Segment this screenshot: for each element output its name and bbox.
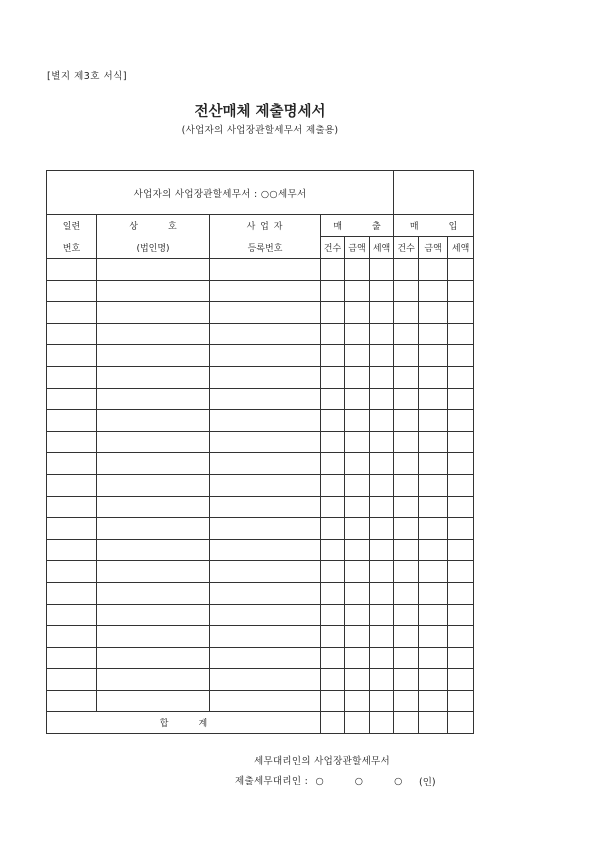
sales-count-header (321, 237, 345, 259)
total-sales-amount[interactable] (345, 712, 370, 734)
cell-purchase-tax[interactable] (448, 410, 474, 432)
cell-sales-tax[interactable] (370, 388, 394, 410)
cell-serial[interactable] (47, 280, 97, 302)
cell-reg-number[interactable] (210, 280, 321, 302)
cell-reg-number[interactable] (210, 626, 321, 648)
cell-serial[interactable] (47, 626, 97, 648)
cell-serial[interactable] (47, 561, 97, 583)
cell-sales-amount[interactable] (345, 323, 370, 345)
cell-sales-count[interactable] (321, 259, 345, 281)
cell-purchase-amount[interactable] (419, 323, 448, 345)
cell-business-name[interactable] (97, 453, 210, 475)
cell-sales-amount[interactable] (345, 410, 370, 432)
cell-reg-number[interactable] (210, 518, 321, 540)
cell-purchase-amount[interactable] (419, 518, 448, 540)
cell-purchase-count[interactable] (394, 496, 419, 518)
header-reg-bottom: 등록번호 (247, 243, 283, 254)
cell-serial[interactable] (47, 410, 97, 432)
cell-serial[interactable] (47, 496, 97, 518)
cell-sales-tax[interactable] (370, 431, 394, 453)
table-row (47, 259, 474, 281)
header-purchase (394, 215, 474, 237)
sales-amount-label: 금액 (348, 244, 366, 254)
cell-purchase-tax[interactable] (448, 518, 474, 540)
table-row (47, 323, 474, 345)
cell-business-name[interactable] (97, 561, 210, 583)
cell-purchase-count[interactable] (394, 280, 419, 302)
cell-reg-number[interactable] (210, 474, 321, 496)
form-number-label: [별지 제3호 서식] (47, 71, 128, 82)
cell-sales-tax[interactable] (370, 259, 394, 281)
cell-purchase-count[interactable] (394, 518, 419, 540)
cell-sales-tax[interactable] (370, 453, 394, 475)
table-row (47, 561, 474, 583)
cell-serial[interactable] (47, 474, 97, 496)
cell-sales-amount[interactable] (345, 280, 370, 302)
table-row (47, 345, 474, 367)
total-purchase-tax[interactable] (448, 712, 474, 734)
cell-purchase-count[interactable] (394, 366, 419, 388)
cell-business-name[interactable] (97, 431, 210, 453)
cell-purchase-count[interactable] (394, 259, 419, 281)
cell-sales-tax[interactable] (370, 496, 394, 518)
cell-reg-number[interactable] (210, 647, 321, 669)
table-row (47, 496, 474, 518)
cell-sales-amount[interactable] (345, 388, 370, 410)
cell-sales-count[interactable] (321, 474, 345, 496)
table-row (47, 582, 474, 604)
cell-sales-tax[interactable] (370, 604, 394, 626)
cell-sales-amount[interactable] (345, 259, 370, 281)
cell-purchase-count[interactable] (394, 690, 419, 712)
cell-purchase-amount[interactable] (419, 259, 448, 281)
cell-sales-amount[interactable] (345, 582, 370, 604)
table-row (47, 539, 474, 561)
cell-purchase-tax[interactable] (448, 626, 474, 648)
cell-business-name[interactable] (97, 496, 210, 518)
purchase-tax-header (448, 237, 474, 259)
cell-business-name[interactable] (97, 582, 210, 604)
cell-serial[interactable] (47, 259, 97, 281)
cell-purchase-tax[interactable] (448, 388, 474, 410)
cell-sales-amount[interactable] (345, 431, 370, 453)
cell-purchase-count[interactable] (394, 388, 419, 410)
table-row (47, 690, 474, 712)
office-blank-cell[interactable] (394, 171, 474, 215)
cell-purchase-count[interactable] (394, 582, 419, 604)
header-serial (47, 215, 97, 237)
table-row (47, 518, 474, 540)
cell-purchase-count[interactable] (394, 647, 419, 669)
table-row (47, 302, 474, 324)
total-sales-count[interactable] (321, 712, 345, 734)
cell-purchase-count[interactable] (394, 431, 419, 453)
header-sales (321, 215, 394, 237)
header-reg-top: 사 업 자 (246, 222, 284, 233)
cell-purchase-count[interactable] (394, 345, 419, 367)
sales-tax-label: 세액 (372, 244, 391, 254)
cell-sales-amount[interactable] (345, 474, 370, 496)
header-reg (210, 215, 321, 237)
cell-reg-number[interactable] (210, 366, 321, 388)
cell-purchase-tax[interactable] (448, 302, 474, 324)
cell-purchase-tax[interactable] (448, 431, 474, 453)
cell-sales-tax[interactable] (370, 518, 394, 540)
cell-serial[interactable] (47, 366, 97, 388)
cell-purchase-count[interactable] (394, 323, 419, 345)
cell-business-name[interactable] (97, 518, 210, 540)
submission-table (46, 170, 474, 734)
cell-reg-number[interactable] (210, 453, 321, 475)
cell-purchase-count[interactable] (394, 453, 419, 475)
cell-serial[interactable] (47, 453, 97, 475)
cell-business-name[interactable] (97, 345, 210, 367)
cell-business-name[interactable] (97, 410, 210, 432)
cell-purchase-amount[interactable] (419, 669, 448, 691)
cell-purchase-tax[interactable] (448, 474, 474, 496)
cell-sales-tax[interactable] (370, 410, 394, 432)
sales-amount-header (345, 237, 370, 259)
cell-purchase-count[interactable] (394, 561, 419, 583)
purchase-count-label: 건수 (397, 244, 415, 254)
cell-sales-count[interactable] (321, 345, 345, 367)
cell-serial[interactable] (47, 518, 97, 540)
cell-reg-number[interactable] (210, 561, 321, 583)
cell-purchase-amount[interactable] (419, 561, 448, 583)
purchase-amount-label: 금액 (424, 244, 442, 254)
cell-purchase-tax[interactable] (448, 539, 474, 561)
cell-purchase-amount[interactable] (419, 388, 448, 410)
cell-sales-count[interactable] (321, 690, 345, 712)
cell-sales-count[interactable] (321, 453, 345, 475)
header-sales-b: 출 (372, 222, 381, 232)
table-row (47, 626, 474, 648)
cell-sales-tax[interactable] (370, 539, 394, 561)
cell-serial[interactable] (47, 690, 97, 712)
cell-sales-tax[interactable] (370, 280, 394, 302)
purchase-count-header (394, 237, 419, 259)
cell-sales-count[interactable] (321, 431, 345, 453)
cell-sales-amount[interactable] (345, 302, 370, 324)
cell-sales-count[interactable] (321, 626, 345, 648)
cell-purchase-count[interactable] (394, 626, 419, 648)
total-label-a: 합 (159, 719, 169, 730)
header-reg-2 (210, 237, 321, 259)
cell-purchase-amount[interactable] (419, 647, 448, 669)
seal-label: (인) (419, 777, 436, 788)
cell-sales-tax[interactable] (370, 669, 394, 691)
cell-purchase-tax[interactable] (448, 345, 474, 367)
cell-sales-amount[interactable] (345, 496, 370, 518)
table-row (47, 604, 474, 626)
cell-business-name[interactable] (97, 302, 210, 324)
cell-serial[interactable] (47, 323, 97, 345)
cell-sales-amount[interactable] (345, 647, 370, 669)
seal-mark (419, 774, 436, 788)
document-subtitle: (사업자의 사업장관할세무서 제출용) (181, 125, 339, 136)
cell-sales-amount[interactable] (345, 561, 370, 583)
cell-purchase-amount[interactable] (419, 280, 448, 302)
cell-reg-number[interactable] (210, 259, 321, 281)
cell-purchase-amount[interactable] (419, 474, 448, 496)
cell-sales-count[interactable] (321, 582, 345, 604)
cell-reg-number[interactable] (210, 302, 321, 324)
table-row (47, 453, 474, 475)
cell-sales-tax[interactable] (370, 690, 394, 712)
cell-reg-number[interactable] (210, 345, 321, 367)
header-serial-2 (47, 237, 97, 259)
office-label: 사업자의 사업장관할세무서 : ○○세무서 (133, 188, 307, 200)
cell-sales-count[interactable] (321, 604, 345, 626)
cell-serial[interactable] (47, 647, 97, 669)
cell-sales-amount[interactable] (345, 539, 370, 561)
cell-serial[interactable] (47, 539, 97, 561)
cell-business-name[interactable] (97, 366, 210, 388)
cell-sales-tax[interactable] (370, 626, 394, 648)
cell-purchase-amount[interactable] (419, 366, 448, 388)
cell-business-name[interactable] (97, 474, 210, 496)
cell-reg-number[interactable] (210, 496, 321, 518)
total-label-b: 계 (198, 719, 208, 730)
cell-business-name[interactable] (97, 280, 210, 302)
cell-serial[interactable] (47, 302, 97, 324)
sales-count-label: 건수 (323, 244, 342, 254)
header-serial-bottom: 번호 (62, 243, 81, 254)
cell-sales-tax[interactable] (370, 366, 394, 388)
cell-sales-tax[interactable] (370, 345, 394, 367)
cell-sales-tax[interactable] (370, 302, 394, 324)
header-purchase-b: 입 (448, 222, 458, 232)
cell-reg-number[interactable] (210, 539, 321, 561)
cell-sales-tax[interactable] (370, 323, 394, 345)
cell-purchase-amount[interactable] (419, 604, 448, 626)
cell-sales-count[interactable] (321, 280, 345, 302)
agent-name-marks: ○ ○ ○ (315, 776, 417, 787)
cell-purchase-tax[interactable] (448, 604, 474, 626)
cell-purchase-amount[interactable] (419, 626, 448, 648)
header-name-top-a: 상 (129, 222, 138, 233)
cell-sales-amount[interactable] (345, 690, 370, 712)
cell-purchase-count[interactable] (394, 410, 419, 432)
cell-purchase-tax[interactable] (448, 453, 474, 475)
cell-purchase-count[interactable] (394, 604, 419, 626)
header-sales-a: 매 (333, 222, 343, 232)
cell-purchase-amount[interactable] (419, 410, 448, 432)
header-name-bottom: (법인명) (136, 243, 170, 254)
cell-sales-count[interactable] (321, 561, 345, 583)
table-row (47, 280, 474, 302)
cell-sales-tax[interactable] (370, 647, 394, 669)
cell-purchase-tax[interactable] (448, 496, 474, 518)
cell-serial[interactable] (47, 669, 97, 691)
header-name (97, 215, 210, 237)
table-row (47, 366, 474, 388)
cell-purchase-amount[interactable] (419, 496, 448, 518)
cell-purchase-count[interactable] (394, 474, 419, 496)
cell-business-name[interactable] (97, 626, 210, 648)
cell-purchase-tax[interactable] (448, 323, 474, 345)
cell-purchase-amount[interactable] (419, 582, 448, 604)
cell-purchase-count[interactable] (394, 539, 419, 561)
sales-tax-header (370, 237, 394, 259)
table-row (47, 647, 474, 669)
header-name-top-b: 호 (168, 222, 177, 233)
table-row (47, 410, 474, 432)
table-row (47, 474, 474, 496)
agent-office-label: 세무대리인의 사업장관할세무서 (254, 756, 390, 767)
cell-serial[interactable] (47, 431, 97, 453)
purchase-tax-label: 세액 (451, 244, 470, 254)
cell-purchase-count[interactable] (394, 669, 419, 691)
cell-sales-amount[interactable] (345, 345, 370, 367)
cell-sales-count[interactable] (321, 388, 345, 410)
agent-name-label: 제출세무대리인 : (235, 776, 309, 787)
total-sales-tax[interactable] (370, 712, 394, 734)
document-title: 전산매체 제출명세서 (194, 104, 326, 120)
cell-business-name[interactable] (97, 388, 210, 410)
table-row (47, 669, 474, 691)
total-label-cell (47, 712, 321, 734)
office-cell (47, 171, 394, 215)
cell-purchase-tax[interactable] (448, 366, 474, 388)
cell-sales-count[interactable] (321, 669, 345, 691)
cell-sales-count[interactable] (321, 302, 345, 324)
cell-business-name[interactable] (97, 690, 210, 712)
header-purchase-a: 매 (409, 222, 419, 232)
cell-serial[interactable] (47, 388, 97, 410)
cell-business-name[interactable] (97, 539, 210, 561)
header-name-2 (97, 237, 210, 259)
total-purchase-amount[interactable] (419, 712, 448, 734)
cell-purchase-tax[interactable] (448, 561, 474, 583)
cell-purchase-tax[interactable] (448, 259, 474, 281)
cell-sales-amount[interactable] (345, 626, 370, 648)
cell-sales-amount[interactable] (345, 518, 370, 540)
cell-reg-number[interactable] (210, 604, 321, 626)
header-serial-top: 일련 (62, 222, 81, 233)
cell-business-name[interactable] (97, 669, 210, 691)
purchase-amount-header (419, 237, 448, 259)
cell-sales-tax[interactable] (370, 582, 394, 604)
agent-name-line (235, 773, 416, 787)
cell-sales-amount[interactable] (345, 366, 370, 388)
cell-reg-number[interactable] (210, 323, 321, 345)
cell-purchase-tax[interactable] (448, 280, 474, 302)
cell-sales-count[interactable] (321, 496, 345, 518)
cell-purchase-amount[interactable] (419, 345, 448, 367)
cell-business-name[interactable] (97, 647, 210, 669)
agent-office-line (254, 753, 390, 767)
cell-purchase-tax[interactable] (448, 647, 474, 669)
cell-sales-tax[interactable] (370, 561, 394, 583)
total-purchase-count[interactable] (394, 712, 419, 734)
cell-sales-amount[interactable] (345, 604, 370, 626)
table-row (47, 431, 474, 453)
cell-purchase-tax[interactable] (448, 582, 474, 604)
cell-reg-number[interactable] (210, 388, 321, 410)
cell-sales-count[interactable] (321, 518, 345, 540)
cell-sales-count[interactable] (321, 647, 345, 669)
cell-purchase-tax[interactable] (448, 690, 474, 712)
cell-sales-tax[interactable] (370, 474, 394, 496)
cell-reg-number[interactable] (210, 669, 321, 691)
cell-sales-count[interactable] (321, 323, 345, 345)
cell-purchase-tax[interactable] (448, 669, 474, 691)
cell-purchase-amount[interactable] (419, 453, 448, 475)
cell-purchase-amount[interactable] (419, 690, 448, 712)
table-row (47, 388, 474, 410)
cell-sales-amount[interactable] (345, 669, 370, 691)
cell-purchase-count[interactable] (394, 302, 419, 324)
cell-sales-count[interactable] (321, 410, 345, 432)
cell-serial[interactable] (47, 345, 97, 367)
cell-reg-number[interactable] (210, 690, 321, 712)
cell-purchase-amount[interactable] (419, 431, 448, 453)
cell-serial[interactable] (47, 582, 97, 604)
cell-purchase-amount[interactable] (419, 302, 448, 324)
cell-business-name[interactable] (97, 259, 210, 281)
cell-sales-amount[interactable] (345, 453, 370, 475)
cell-reg-number[interactable] (210, 410, 321, 432)
cell-business-name[interactable] (97, 604, 210, 626)
cell-reg-number[interactable] (210, 431, 321, 453)
cell-reg-number[interactable] (210, 582, 321, 604)
cell-purchase-amount[interactable] (419, 539, 448, 561)
cell-sales-count[interactable] (321, 366, 345, 388)
cell-serial[interactable] (47, 604, 97, 626)
cell-sales-count[interactable] (321, 539, 345, 561)
cell-business-name[interactable] (97, 323, 210, 345)
